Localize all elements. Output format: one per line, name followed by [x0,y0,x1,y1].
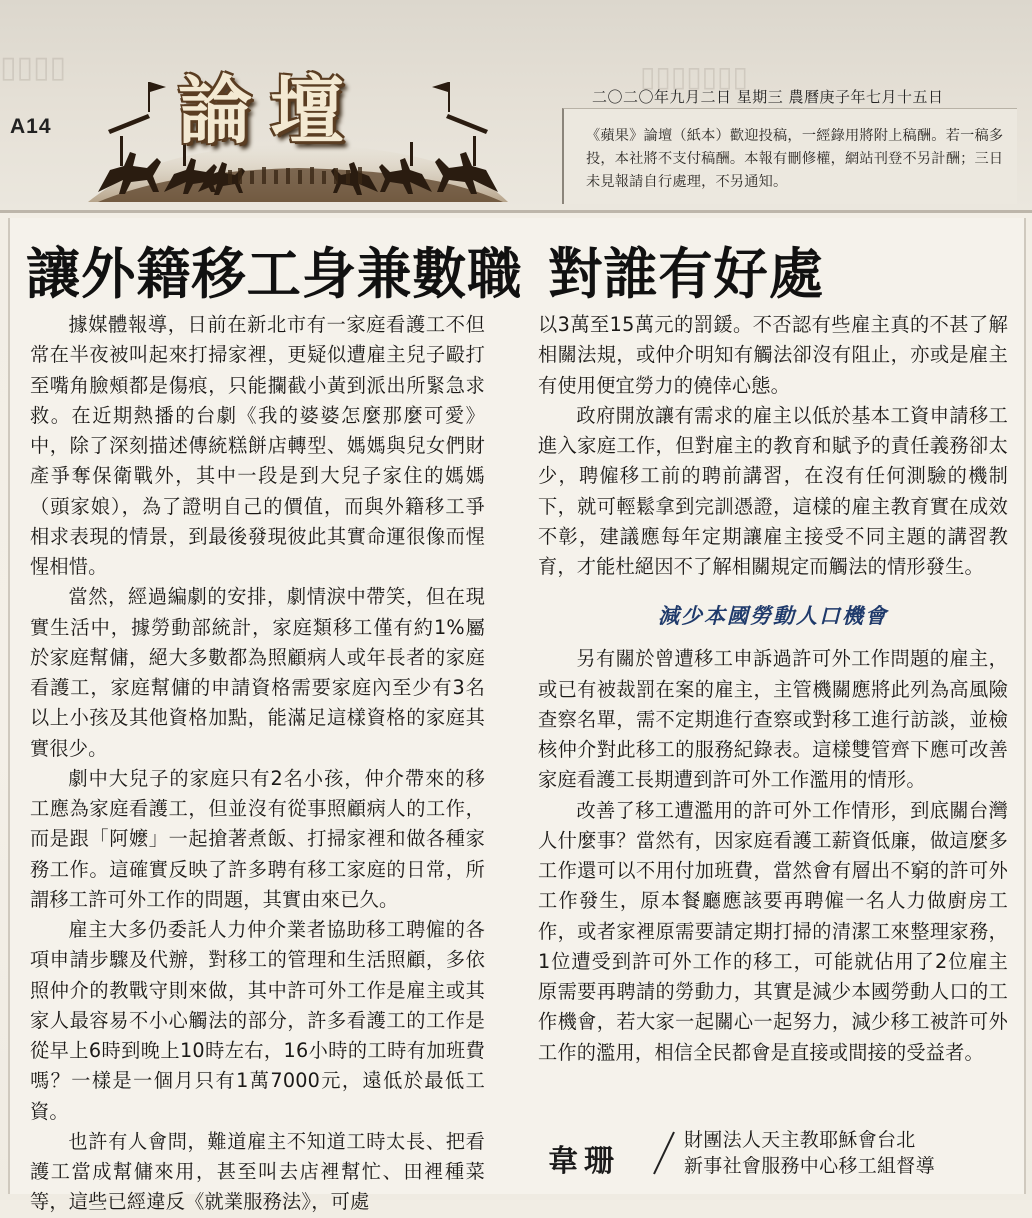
masthead-title: 論壇 [178,68,362,154]
page-number: A14 [10,115,52,138]
paragraph: 政府開放讓有需求的雇主以低於基本工資申請移工進入家庭工作，但對雇主的教育和賦予的責任義務卻太少，聘僱移工前的聘前講習，在沒有任何測驗的機制下，就可輕鬆拿到完訓憑證，這樣的雇主教育實在成效不彰，建議應每年定期讓雇主接受不同主題的講習教育，才能杜絕因不了解相關規定而觸法的情形發生。 [538,403,1008,578]
article-headline [26,230,1001,309]
section-subheading: 減少本國勞動人口機會 [658,603,888,629]
headline-part-2: 對誰有好處 [548,242,824,306]
page-header [0,0,1032,213]
paragraph: 另有關於曾遭移工申訴過許可外工作問題的雇主，或已有被裁罰在案的雇主，主管機關應將此列為高風險查察名單，需不定期進行查察或對移工進行訪談，並檢核仲介對此移工的服務紀錄表。這樣雙管齊下應可改善家庭看護工長期遭到許可外工作濫用的情形。 [538,647,1008,792]
affiliation-line-2: 新事社會服務中心移工組督導 [684,1155,935,1177]
paragraph: 當然，經過編劇的安排，劇情淚中帶笑，但在現實生活中，據勞動部統計，家庭類移工僅有約1%屬於家庭幫傭，絕大多數都為照顧病人或年長者的家庭看護工，家庭幫傭的申請資格需要家庭內至少有3名以上小孩及其他資格加點，能滿足這樣資格的家庭其實很少。 [30,585,485,760]
opinion-article [8,218,1026,1214]
left-column [30,310,485,1218]
headline-part-1: 讓外籍移工身兼數職 [26,242,523,306]
bleed-through-text: ▯▯▯▯▯▯▯ [640,60,748,93]
submission-notice [562,108,1017,204]
paragraph: 也許有人會問，難道雇主不知道工時太長、把看護工當成幫傭來用，甚至叫去店裡幫忙、田裡種菜等，這些已經違反《就業服務法》，可處 [30,1129,485,1214]
right-column [538,310,1008,1068]
issue-date: 二〇二〇年九月二日 星期三 農曆庚子年七月十五日 [592,88,944,106]
masthead-logo [78,52,518,207]
paragraph: 改善了移工遭濫用的許可外工作情形，到底關台灣人什麼事？當然有，因家庭看護工薪資低廉，做這麼多工作還可以不用付加班費，當然會有層出不窮的許可外工作發生，原本餐廳應該要再聘僱一名人力做廚房工作，或者家裡原需要請定期打掃的清潔工來整理家務，1位遭受到許可外工作的移工，可能就佔用了2位雇主原需要再聘請的勞動力，其實是減少本國勞動人口的工作機會，若大家一起關心一起努力，減少移工被許可外工作的濫用，相信全民都會是直接或間接的受益者。 [538,798,1008,1064]
author-byline [548,1124,1018,1184]
paragraph: 據媒體報導，日前在新北市有一家庭看護工不但常在半夜被叫起來打掃家裡，更疑似遭雇主兒子毆打至嘴角臉頰都是傷痕，只能攔截小黃到派出所緊急求救。在近期熱播的台劇《我的婆婆怎麼那麼可愛》中，除了深刻描述傳統糕餅店轉型、媽媽與兒女們財產爭奪保衛戰外，其中一段是到大兒子家住的媽媽（頭家娘），為了證明自己的價值，而與外籍移工爭相求表現的情景，到最後發現彼此其實命運很像而惺惺相惜。 [30,313,485,578]
author-name: 韋珊 [548,1144,620,1179]
submission-notice-text: 《蘋果》論壇（紙本）歡迎投稿，一經錄用將附上稿酬。若一稿多投，本社將不支付稿酬。本報有刪修權，網站刊登不另計酬；三日未見報請自行處理，不另通知。 [586,128,1004,190]
bleed-through-text: ▯▯▯▯ [0,50,67,85]
author-affiliation [684,1127,1014,1179]
slash-divider-icon [651,1130,677,1176]
affiliation-line-1: 財團法人天主教耶穌會台北 [684,1129,916,1151]
paragraph: 以3萬至15萬元的罰鍰。不否認有些雇主真的不甚了解相關法規，或仲介明知有觸法卻沒有阻止，亦或是雇主有使用便宜勞力的僥倖心態。 [538,313,1008,397]
paragraph: 雇主大多仍委託人力仲介業者協助移工聘僱的各項申請步驟及代辦，對移工的管理和生活照顧，多依照仲介的教戰守則來做，其中許可外工作是雇主或其家人最容易不小心觸法的部分，許多看護工的工作是從早上6時到晚上10時左右，16小時的工時有加班費嗎？一樣是一個月只有1萬7000元，遠低於最低工資。 [30,918,485,1123]
paragraph: 劇中大兒子的家庭只有2名小孩，仲介帶來的移工應為家庭看護工，但並沒有從事照顧病人的工作，而是跟「阿嬤」一起搶著煮飯、打掃家裡和做各種家務工作。這確實反映了許多聘有移工家庭的日常，所謂移工許可外工作的問題，其實由來已久。 [30,766,485,911]
